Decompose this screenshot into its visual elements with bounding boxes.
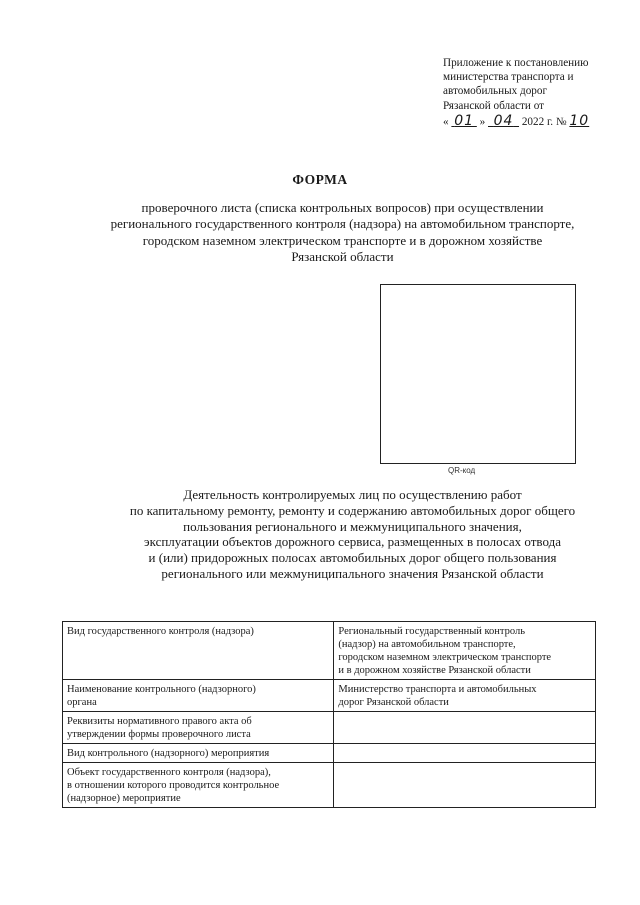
cell-line: (надзорное) мероприятие	[67, 793, 181, 804]
table-cell-label	[63, 680, 334, 712]
cell-line: (надзор) на автомобильном транспорте,	[338, 639, 516, 650]
cell-line: Министерство транспорта и автомобильных	[338, 684, 537, 695]
cell-line: в отношении которого проводится контрольное	[67, 780, 280, 791]
date-day-field	[451, 112, 476, 129]
cell-line: Реквизиты нормативного правого акта об	[67, 716, 252, 727]
table-row	[63, 712, 596, 744]
subtitle-line: регионального государственного контроля (надзора) на автомобильном транспорте,	[110, 216, 575, 232]
cell-line: утверждении формы проверочного листа	[67, 729, 251, 740]
date-open-quote: «	[443, 115, 449, 128]
activity-line: пользования регионального и межмуниципального значения,	[183, 518, 522, 534]
table-cell-value	[334, 622, 596, 680]
form-subtitle	[70, 200, 615, 266]
appendix-line: Рязанской области от	[443, 99, 545, 112]
date-month: 04	[493, 112, 514, 129]
cell-line: Вид государственного контроля (надзора)	[67, 626, 254, 637]
appendix-line: Приложение к постановлению	[443, 57, 589, 69]
cell-line: дорог Рязанской области	[338, 697, 449, 708]
table-cell-value	[334, 744, 596, 763]
activity-line: регионального или межмуниципального значения Рязанской области	[161, 565, 544, 581]
date-month-field	[488, 112, 519, 129]
cell-line: Региональный государственный контроль	[338, 626, 526, 637]
activity-line: эксплуатации объектов дорожного сервиса, размещенных в полосах отвода	[144, 534, 561, 550]
cell-line: городском наземном электрическом транспорте	[338, 652, 552, 663]
cell-line: органа	[67, 697, 97, 708]
activity-description	[60, 487, 640, 582]
date-close-quote: »	[479, 115, 486, 128]
table-cell-value	[334, 712, 596, 744]
table-row	[63, 744, 596, 763]
qr-code-label: QR-код	[448, 466, 476, 475]
date-day: 01	[454, 112, 475, 129]
table-cell-value	[334, 680, 596, 712]
document-number: 10	[569, 112, 590, 129]
table-cell-label	[63, 763, 334, 808]
info-table	[62, 621, 596, 808]
activity-line: и (или) придорожных полосах автомобильных дорог общего пользования	[148, 550, 557, 566]
activity-line: Деятельность контролируемых лиц по осуществлению работ	[183, 487, 522, 502]
appendix-block	[443, 56, 633, 129]
table-cell-label	[63, 712, 334, 744]
appendix-line: министерства транспорта и	[443, 71, 574, 84]
form-title: ФОРМА	[292, 172, 348, 187]
table-row	[63, 622, 596, 680]
table-cell-value	[334, 763, 596, 808]
cell-line: Наименование контрольного (надзорного)	[67, 684, 256, 695]
table-cell-label	[63, 744, 334, 763]
subtitle-line: городском наземном электрическом транспорте и в дорожном хозяйстве	[142, 232, 543, 248]
table-row	[63, 680, 596, 712]
table-cell-label	[63, 622, 334, 680]
subtitle-line: Рязанской области	[291, 249, 394, 265]
cell-line: Объект государственного контроля (надзора),	[67, 767, 271, 778]
appendix-line: автомобильных дорог	[443, 85, 548, 98]
table-row	[63, 763, 596, 808]
cell-line: Вид контрольного (надзорного) мероприятия	[67, 748, 270, 759]
subtitle-line: проверочного листа (списка контрольных вопросов) при осуществлении	[141, 200, 544, 215]
activity-line: по капитальному ремонту, ремонту и содержанию автомобильных дорог общего	[129, 502, 576, 518]
qr-code-placeholder	[380, 284, 576, 464]
appendix-date-line	[443, 114, 633, 129]
date-year: 2022 г. №	[521, 115, 567, 128]
cell-line: и в дорожном хозяйстве Рязанской области	[338, 665, 531, 676]
